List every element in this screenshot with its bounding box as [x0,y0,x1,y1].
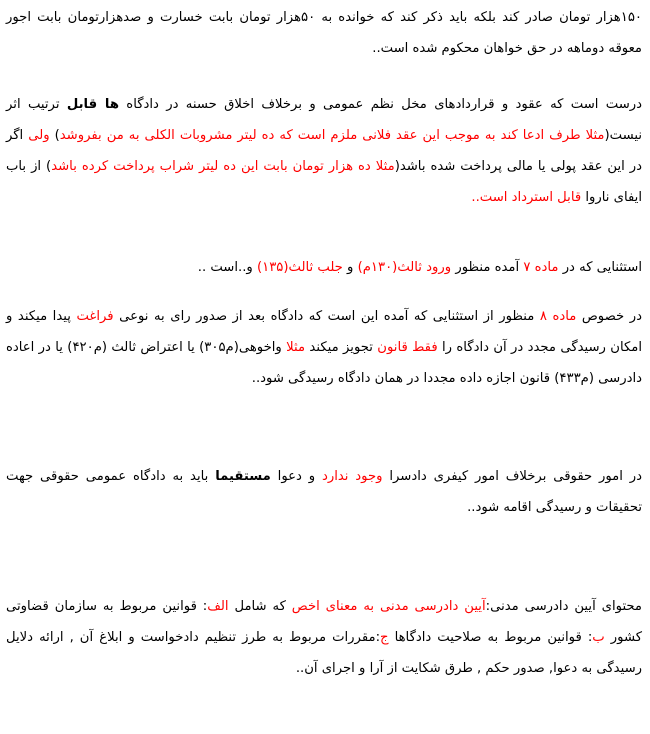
highlighted-text: ولی [28,128,50,143]
body-text: مستقیما [215,469,271,484]
body-text: واخوهی(م۳۰۵) یا اعتراض ثالث (م۴۲۰) یا در اعاده دادرسی (م۴۳۳) قانون اجازه داده مجددا در همان دادگاه رسیدگی شود.. [6,340,642,386]
body-text: تجویز میکند [305,340,378,355]
highlighted-text: ماده ۸ [539,309,577,324]
highlighted-text: مثلا طرف ادعا کند به موجب این عقد فلانی ملزم است که ده لیتر مشروبات الکلی به من بفروشد [59,128,605,143]
paragraph-2 [6,89,642,213]
body-text: ها قابل [66,97,119,112]
body-text: : قوانین مربوط به سازمان قضاوتی کشور [6,599,642,645]
highlighted-text: ماده ۷ [523,260,559,275]
body-text: ۱۵۰هزار تومان صادر کند بلکه باید ذکر کند که خوانده به ۵۰هزار تومان بابت خسارت و صدهزارتومان بابت اجور معوقه دوماهه در حق خواهان محکوم شده است.. [6,10,642,56]
highlighted-text: الف [207,599,229,614]
highlighted-text: فراغت [76,309,114,324]
highlighted-text: ورود ثالث(۱۳۰م) [357,260,452,275]
highlighted-text: مثلا [286,340,306,355]
body-text: پیدا میکند و امکان رسیدگی مجدد در آن دادگاه را [6,309,642,355]
body-text: اگر در این عقد پولی یا مالی پرداخت شده باشد( [6,128,642,174]
paragraph-6 [6,591,642,684]
highlighted-text: آیین دادرسی مدنی به معنای اخص [291,599,486,614]
body-text: که شامل [228,599,292,614]
highlighted-text: ب [592,630,605,645]
body-text: و [342,260,358,275]
body-text: در امور حقوقی برخلاف امور کیفری دادسرا [382,469,642,484]
body-text: ترتیب اثر نیست( [6,97,642,143]
highlighted-text: فقط قانون [377,340,438,355]
body-text: باید به دادگاه عمومی حقوقی جهت تحقیقات و رسیدگی اقامه شود.. [6,469,642,515]
body-text: آمده منظور [451,260,524,275]
body-text: ) [49,128,60,143]
body-text: استثنایی که در [558,260,642,275]
highlighted-text: جلب ثالث(۱۳۵) [256,260,343,275]
highlighted-text: مثلا ده هزار تومان بابت این ده لیتر شراب پرداخت کرده باشد [51,159,395,174]
body-text: محتوای آیین دادرسی مدنی: [485,599,642,614]
body-text: درست است که عقود و قراردادهای مخل نظم عمومی و برخلاف اخلاق حسنه در دادگاه [118,97,642,112]
body-text: در خصوص [576,309,642,324]
body-text: و دعوا [270,469,322,484]
body-text: ) از باب ایفای ناروا [6,159,642,205]
body-text: :مقررات مربوط به طرز تنظیم دادخواست و ابلاغ آن , ارائه دلایل رسیدگی به دعوا, صدور حکم , طرق شکایت از آرا و اجرای آن.. [6,630,642,676]
body-text: و..است .. [197,260,257,275]
paragraph-1 [6,2,642,64]
highlighted-text: ج [380,630,389,645]
paragraph-3 [6,252,642,283]
body-text: : قوانین مربوط به صلاحیت دادگاها [388,630,593,645]
paragraph-5 [6,461,642,523]
highlighted-text: وجود ندارد [321,469,383,484]
body-text: منظور از استثنایی که آمده این است که دادگاه بعد از صدور رای به نوعی [113,309,540,324]
highlighted-text: قابل استرداد است.. [471,190,582,205]
paragraph-4 [6,301,642,394]
